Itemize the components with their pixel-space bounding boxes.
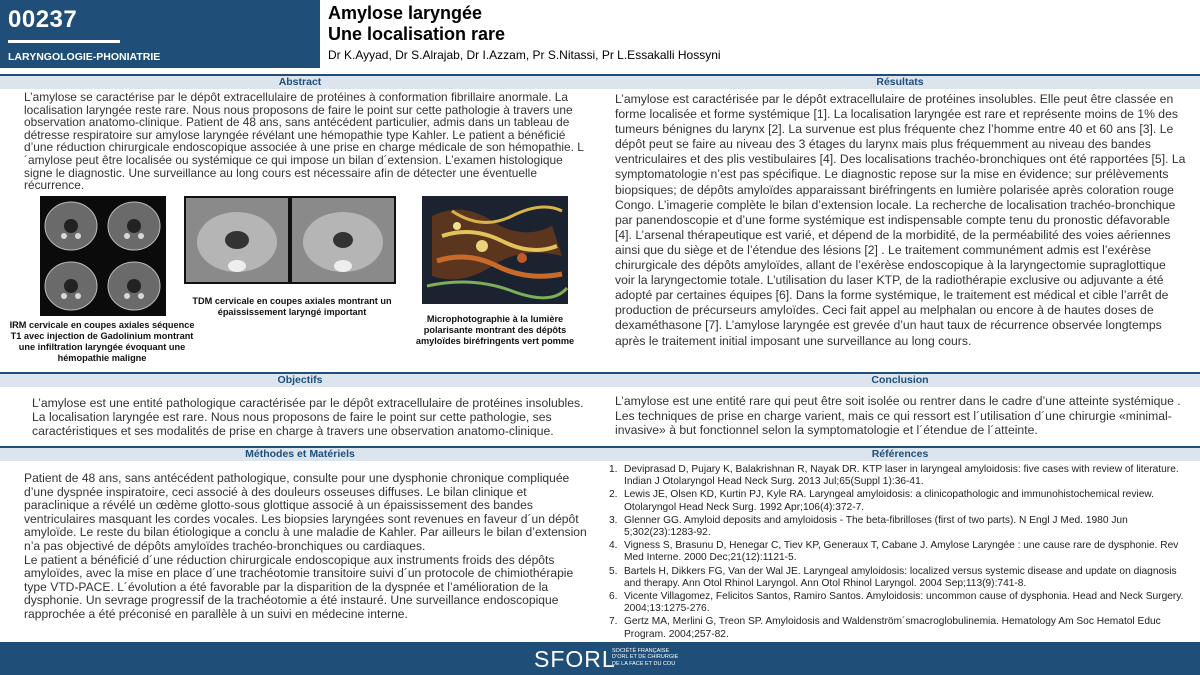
section-header-abstract: Abstract (0, 74, 600, 89)
methodes-text (24, 472, 594, 622)
sforl-logo-subtitle: SOCIÉTÉ FRANÇAISE D’ORL ET DE CHIRURGIE DE LA FACE ET DU COU (612, 648, 679, 667)
reference-item: 6. Vicente Villagomez, Felicitos Santos, Ramiro Santos. Amyloidosis: uncommon cause of dysphonia. Head and Neck Surgery. 2004;13:1275-276. (609, 591, 1184, 615)
header-left-panel (0, 0, 320, 68)
abstract-text: L’amylose se caractérise par le dépôt extracellulaire de protéines à conformation fibrillaire anormale. La localisation laryngée reste rare. Nous nous proposons de faire le point sur cette pathologie à travers une observation anatomo-clinique. Patient de 48 ans, sans antécédent particulier, admis dans un tableau de détresse respiratoire sur amylose laryngée révélant une hémopathie type Kahler. Le patient a bénéficié d’une réduction chirurgicale endoscopique associée à une prise en charge médicale de son hémopathie. L´amylose peut être localisée ou systémique ce qui impose un bilan d´extension. L’examen histologique signe le diagnostic. Une surveillance au long cours est nécessaire afin de détecter une éventuelle récurrence. (24, 90, 584, 193)
resultats-text: L’amylose est caractérisée par le dépôt extracellulaire de protéines insolubles. Elle peut être classée en forme localisée et forme systémique [1]. La localisation laryngée est rare et représente moins de 1% des tumeurs bénignes du larynx [2]. La survenue est plus fréquente chez l’homme entre 40 et 60 ans [3]. Le dépôt peut se faire au niveau des 3 étages du larynx mais plus fréquemment au niveau des bandes ventriculaires et des plis vestibulaires [4]. Des localisations trachéo-bronchiques ont été rapportées [5]. La symptomatologie n’est pas spécifique. Le diagnostic repose sur la mise en évidence; sur prélèvements biopsiques; de dépôts amyloïdes apparaissant biréfringents en lumière polarisée après coloration rouge Congo. L’imagerie complète le bilan d’extension locale. La recherche de localisation trachéo-bronchique par panendoscopie et d’une forme systémique est indispensable compte tenu du pronostic défavorable [4]. L’arsenal thérapeutique est varié, et dépend de la morbidité, de la perméabilité des voies aériennes ainsi que du siège et de l’étendue des lésions [2] . Le traitement communément admis est l’exérèse chirurgicale des dépôts amyloïdes, allant de l’exérèse endoscopique à la laryngectomie supraglottique voir la laryngectomie totale. L’utilisation du laser KTP, de la radiothérapie exclusive ou adjuvante a été adopté par certaines équipes [6]. Dans la forme systémique, le traitement est médical et cible l’arrêt de production de précurseurs amyloïdes. Ceci fait appel au melphalan ou encore à de hautes doses de dexaméthasone [7]. L’amylose laryngée est grevée d’un haut taux de récurrence observée longtemps après le traitement initial imposant une surveillance au long cours. (615, 92, 1186, 348)
section-header-resultats: Résultats (600, 74, 1200, 89)
tdm-image (184, 196, 396, 284)
references-list (604, 464, 1190, 642)
conclusion-text: L’amylose est une entité rare qui peut être soit isolée ou rentrer dans le cadre d’une atteinte systémique . Les techniques de prise en charge varient, mais ce qui ressort est l´utilisation d´une chirurgie «minimal-invasive» à but fonctionnel selon la symptomatologie et l´étendue de l´atteinte. (615, 394, 1181, 438)
reference-item: 2. Lewis JE, Olsen KD, Kurtin PJ, Kyle RA. Laryngeal amyloidosis: a clinicopathologic and immunohistochemical review. Otolaryngol Head Neck Surg. 1992 Apr;106(4):372-7. (609, 489, 1154, 513)
reference-item: 3. Glenner GG. Amyloid deposits and amyloidosis - The beta-fibrilloses (first of two parts). N Engl J Med. 1980 Jun 5;302(23):1283-92. (609, 514, 1128, 539)
reference-item: 7. Gertz MA, Merlini G, Treon SP. Amyloidosis and Waldenström´smacroglobulinemia. Hematology Am Soc Hematol Educ Program. 2004;257-82. (609, 616, 1161, 640)
reference-item: 1. Deviprasad D, Pujary K, Balakrishnan R, Nayak DR. KTP laser in laryngeal amyloidosis: five cases with review of literature. Indian J Otolaryngol Head Neck Surg. 2013 Jul;65(Suppl 1):36-41. (609, 464, 1179, 488)
objectifs-text: L’amylose est une entité pathologique caractérisée par le dépôt extracellulaire de protéines insolubles. La localisation laryngée est rare. Nous nous proposons de faire le point sur cette pathologie, ses caractéristiques et ses modalités de prise en charge à travers une observation anatomo-clinique. (32, 396, 584, 439)
reference-item: 5. Bartels H, Dikkers FG, Van der Wal JE. Laryngeal amyloidosis: localized versus systemic disease and update on diagnosis and therapy. Ann Otol Rhinol Laryngol. Ann Otol Rhinol Laryngol. 2004 Sep;113(9):741-8. (609, 565, 1177, 589)
irm-image (40, 196, 166, 316)
header-title-panel (320, 0, 1200, 68)
methodes-paragraph-2: Le patient a bénéficié d´une réduction chirurgicale endoscopique aux instruments froids des dépôts amyloïdes, avec la mise en place d´une trachéotomie transitoire suivi d´un protocole de chimiothérapie type VTD-PACE. L´évolution a été favorable par la disparition de la dyspnée et l’amélioration de la dysphonie. Un sevrage progressif de la trachéotomie a été instauré. Une surveillance endoscopique rapprochée a été préconisé en parallèle à un suivi en médecine interne. (24, 552, 574, 621)
micro-image (422, 196, 568, 304)
section-header-objectifs: Objectifs (0, 372, 600, 387)
poster-subtitle: Une localisation rare (328, 24, 506, 44)
section-header-methodes: Méthodes et Matériels (0, 446, 600, 461)
section-header-conclusion: Conclusion (600, 372, 1200, 387)
poster-id: 00237 (8, 6, 78, 33)
irm-caption: IRM cervicale en coupes axiales séquence T1 avec injection de Gadolinium montrant une infiltration laryngée évoquant une hémopathie maligne (9, 320, 195, 363)
methodes-paragraph-1: Patient de 48 ans, sans antécédent pathologique, consulte pour une dysphonie chronique compliquée d’une dyspnée inspiratoire, ceci associé à des douleurs osseuses diffuses. Le bilan clinique et paraclinique a révélé un œdème glotto-sous glottique associé à un épaississement des bandes ventriculaires masquant les cordes vocales. Les biopsies laryngées sont revenues en faveur d´un dépôt amyloïde. Le reste du bilan étiologique a conclu à une maladie de Kahler. Par ailleurs le bilan d’extension n’a pas objectivé de dépôts amyloïdes trachéo-bronchiques ou cardiaques. (24, 471, 587, 553)
section-header-references: Références (600, 446, 1200, 461)
poster-title: Amylose laryngée (328, 3, 483, 23)
micro-caption: Microphotographie à la lumière polarisante montrant des dépôts amyloïdes biréfringents vert pomme (415, 314, 575, 346)
authors-line: Dr K.Ayyad, Dr S.Alrajab, Dr I.Azzam, Pr S.Nitassi, Pr L.Essakalli Hossyni (328, 48, 721, 62)
sforl-logo: SFORL (534, 646, 616, 672)
header-divider (8, 40, 120, 43)
specialty-label: LARYNGOLOGIE-PHONIATRIE (8, 51, 161, 63)
reference-item: 4. Vigness S, Brasunu D, Henegar C, Tiev KP, Generaux T, Cabane J. Amylose Laryngée : une cause rare de dysphonie. Rev Med Interne. 2000 Dec;21(12):1121-5. (609, 540, 1179, 564)
tdm-caption: TDM cervicale en coupes axiales montrant un épaississement laryngé important (192, 296, 392, 317)
